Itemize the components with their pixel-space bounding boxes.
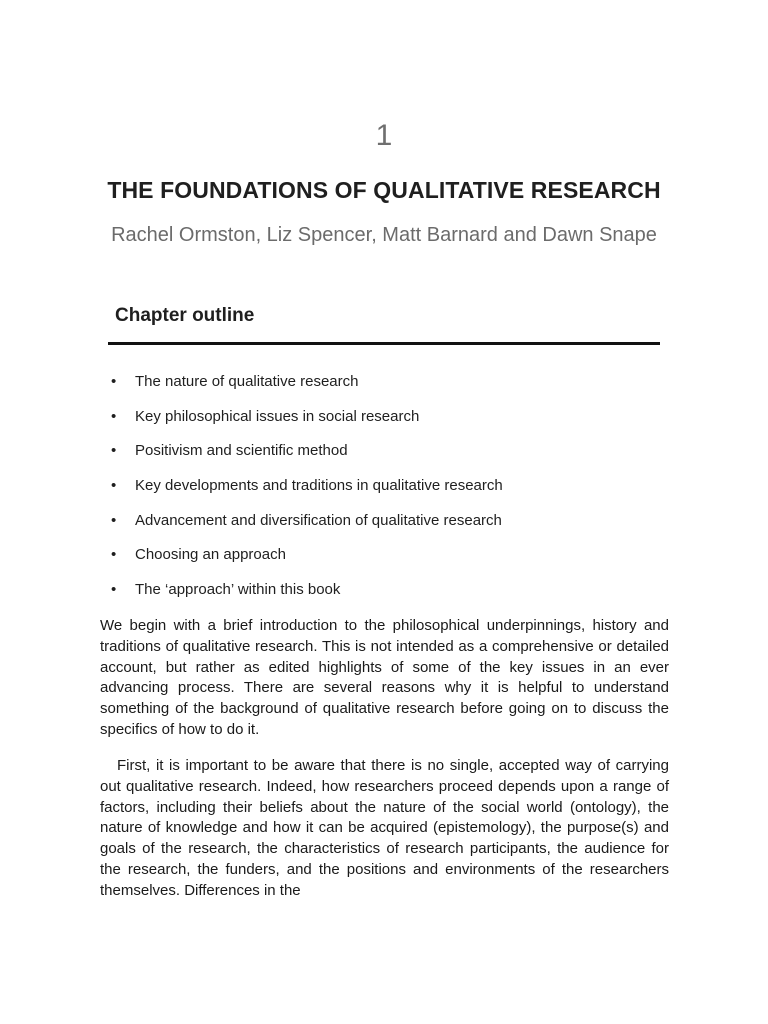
outline-item: [108, 545, 503, 580]
outline-item: [108, 441, 503, 476]
body-paragraph: We begin with a brief introduction to the philosophical underpinnings, history and traditions of qualitative research. This is not intended as a comprehensive or detailed account, but rather as edited highlights of some of the key issues in an ever advancing process. There are several reasons why it is helpful to understand something of the background of qualitative research before going on to discuss the specifics of how to do it.: [100, 617, 669, 738]
bullet-icon: •: [111, 511, 117, 529]
outline-item-text: Positivism and scientific method: [135, 442, 348, 460]
outline-item: [108, 372, 503, 407]
chapter-outline-heading: Chapter outline: [115, 305, 255, 326]
outline-item: [108, 580, 503, 615]
outline-divider: [108, 342, 660, 345]
bullet-icon: •: [111, 442, 117, 460]
outline-item-text: The ‘approach’ within this book: [135, 581, 341, 599]
outline-item-text: The nature of qualitative research: [135, 373, 359, 390]
outline-item-text: Advancement and diversification of qualitative research: [135, 511, 502, 529]
outline-item: [108, 511, 503, 546]
outline-item: [108, 476, 503, 511]
bullet-icon: •: [111, 581, 117, 599]
bullet-icon: •: [111, 546, 117, 564]
bullet-icon: •: [111, 477, 117, 495]
chapter-outline-list: [108, 372, 503, 615]
body-paragraph: First, it is important to be aware that there is no single, accepted way of carrying out qualitative research. Indeed, how researchers proceed depends upon a range of factors, including their beliefs about the nature of the social world (ontology), the nature of knowledge and how it can be acquired (epistemology), the purpose(s) and goals of the research, the characteristics of research participants, the audience for the research, the funders, and the positions and environments of the researchers themselves. Differences in the: [100, 757, 669, 899]
bullet-icon: •: [111, 373, 117, 390]
bullet-icon: •: [111, 407, 117, 425]
chapter-authors: Rachel Ormston, Liz Spencer, Matt Barnard and Dawn Snape: [111, 224, 657, 246]
chapter-number: 1: [375, 119, 393, 152]
outline-item-text: Key philosophical issues in social research: [135, 407, 420, 425]
outline-item-text: Choosing an approach: [135, 546, 286, 564]
chapter-title: THE FOUNDATIONS OF QUALITATIVE RESEARCH: [107, 177, 661, 203]
outline-item-text: Key developments and traditions in qualitative research: [135, 477, 503, 495]
outline-item: [108, 407, 503, 442]
